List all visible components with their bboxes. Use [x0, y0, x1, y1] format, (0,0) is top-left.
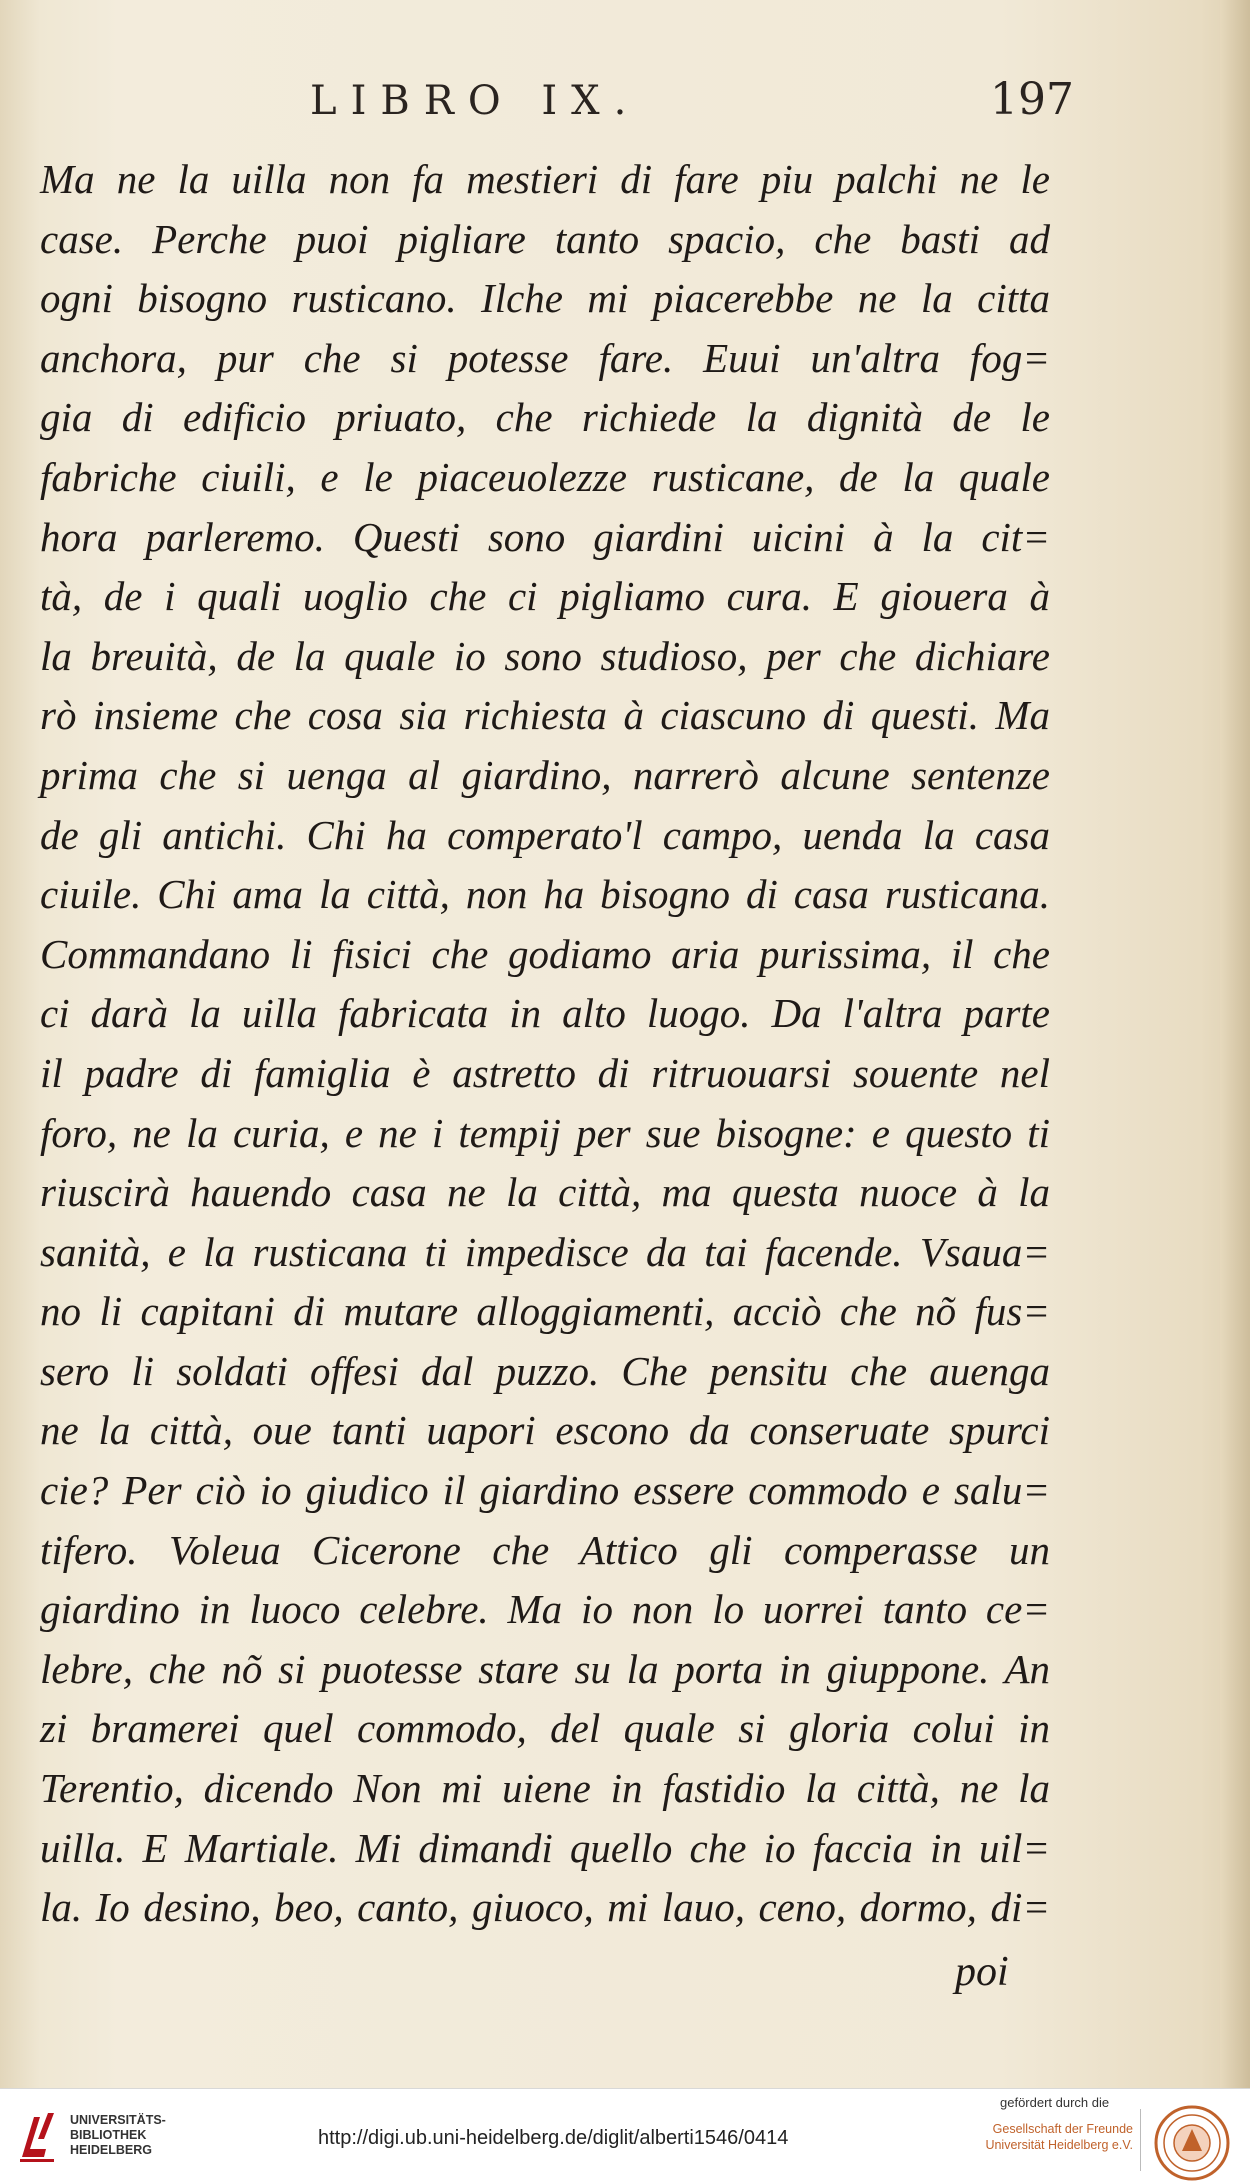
catchword: poi: [955, 1949, 1009, 1995]
text-line: Ma ne la uilla non fa mestieri di fare piu palchi ne le: [40, 156, 1050, 202]
text-line: fabriche ciuili, e le piaceuolezze rusticane, de la quale: [40, 453, 1050, 500]
text-line: Commandano li fisici che godiamo aria purissima, il che: [40, 930, 1050, 977]
text-line: ne la città, oue tanti uapori escono da conseruate spurci: [40, 1407, 1050, 1454]
text-line: tifero. Voleua Cicerone che Attico gli comperasse un: [40, 1526, 1050, 1573]
viewer-footer: [0, 2088, 1250, 2184]
text-line: anchora, pur che si potesse fare. Euui un'altra fog=: [40, 334, 1050, 381]
text-line: sanità, e la rusticana ti impedisce da tai facende. Vsaua=: [40, 1228, 1050, 1275]
text-line: de gli antichi. Chi ha comperato'l campo, uenda la casa: [40, 811, 1050, 858]
text-line: ciuile. Chi ama la città, non ha bisogno di casa rusticana.: [40, 871, 1050, 918]
page-header: [0, 74, 1250, 138]
text-line: cie? Per ciò io giudico il giardino essere commodo e salu=: [40, 1467, 1050, 1514]
text-line: rò insieme che cosa sia richiesta à ciascuno di questi. Ma: [40, 692, 1050, 739]
text-line: foro, ne la curia, e ne i tempij per sue bisogne: e questo ti: [40, 1109, 1050, 1156]
text-line: giardino in luoco celebre. Ma io non lo uorrei tanto ce=: [40, 1586, 1050, 1633]
permalink-url[interactable]: http://digi.ub.uni-heidelberg.de/diglit/alberti1546/0414: [318, 2127, 789, 2149]
text-line: tà, de i quali uoglio che ci pigliamo cura. E giouera à: [40, 573, 1050, 620]
text-line: gia di edificio priuato, che richiede la dignità de le: [40, 394, 1050, 441]
text-line: la breuità, de la quale io sono studioso, per che dichiare: [40, 632, 1050, 679]
running-head: LIBRO IX.: [310, 78, 641, 124]
text-line: sero li soldati offesi dal puzzo. Che pensitu che auenga: [40, 1347, 1050, 1394]
sponsor-label: gefördert durch die: [1000, 2095, 1110, 2110]
text-line: Terentio, dicendo Non mi uiene in fastidio la città, ne la: [40, 1765, 1050, 1812]
library-name-line: UNIVERSITÄTS-: [70, 2113, 166, 2127]
library-name-line: HEIDELBERG: [70, 2143, 152, 2157]
text-line: ci darà la uilla fabricata in alto luogo. Da l'altra parte: [40, 990, 1050, 1037]
sponsor-name-line: Gesellschaft der Freunde: [992, 2122, 1133, 2136]
text-line: zi bramerei quel commodo, del quale si gloria colui in: [40, 1705, 1050, 1752]
text-line: case. Perche puoi pigliare tanto spacio, che basti ad: [40, 215, 1050, 262]
body-text: [40, 150, 1050, 1938]
text-line: lebre, che nõ si puotesse stare su la porta in giuppone. An: [40, 1645, 1050, 1692]
library-name: [70, 2113, 210, 2158]
text-line: no li capitani di mutare alloggiamenti, acciò che nõ fus=: [40, 1288, 1050, 1335]
text-line: hora parleremo. Questi sono giardini uicini à la cit=: [40, 513, 1050, 560]
sponsor-name-line: Universität Heidelberg e.V.: [985, 2138, 1133, 2152]
sponsor-name: [968, 2121, 1133, 2153]
text-line: la. Io desino, beo, canto, giuoco, mi lauo, ceno, dormo, di=: [40, 1884, 1050, 1931]
page-edge: [1220, 0, 1250, 2088]
text-line: riuscirà hauendo casa ne la città, ma questa nuoce à la: [40, 1169, 1050, 1216]
society-seal-icon: [1152, 2103, 1232, 2183]
text-line: ogni bisogno rusticano. Ilche mi piacerebbe ne la citta: [40, 275, 1050, 322]
library-name-line: BIBLIOTHEK: [70, 2128, 147, 2142]
text-line: prima che si uenga al giardino, narrerò alcune sentenze: [40, 751, 1050, 798]
page-number: 197: [990, 74, 1074, 125]
text-line: uilla. E Martiale. Mi dimandi quello che io faccia in uil=: [40, 1824, 1050, 1871]
university-library-logo-icon: [16, 2109, 60, 2165]
footer-divider: [1140, 2109, 1141, 2171]
text-line: il padre di famiglia è astretto di ritruouarsi souente nel: [40, 1049, 1050, 1096]
